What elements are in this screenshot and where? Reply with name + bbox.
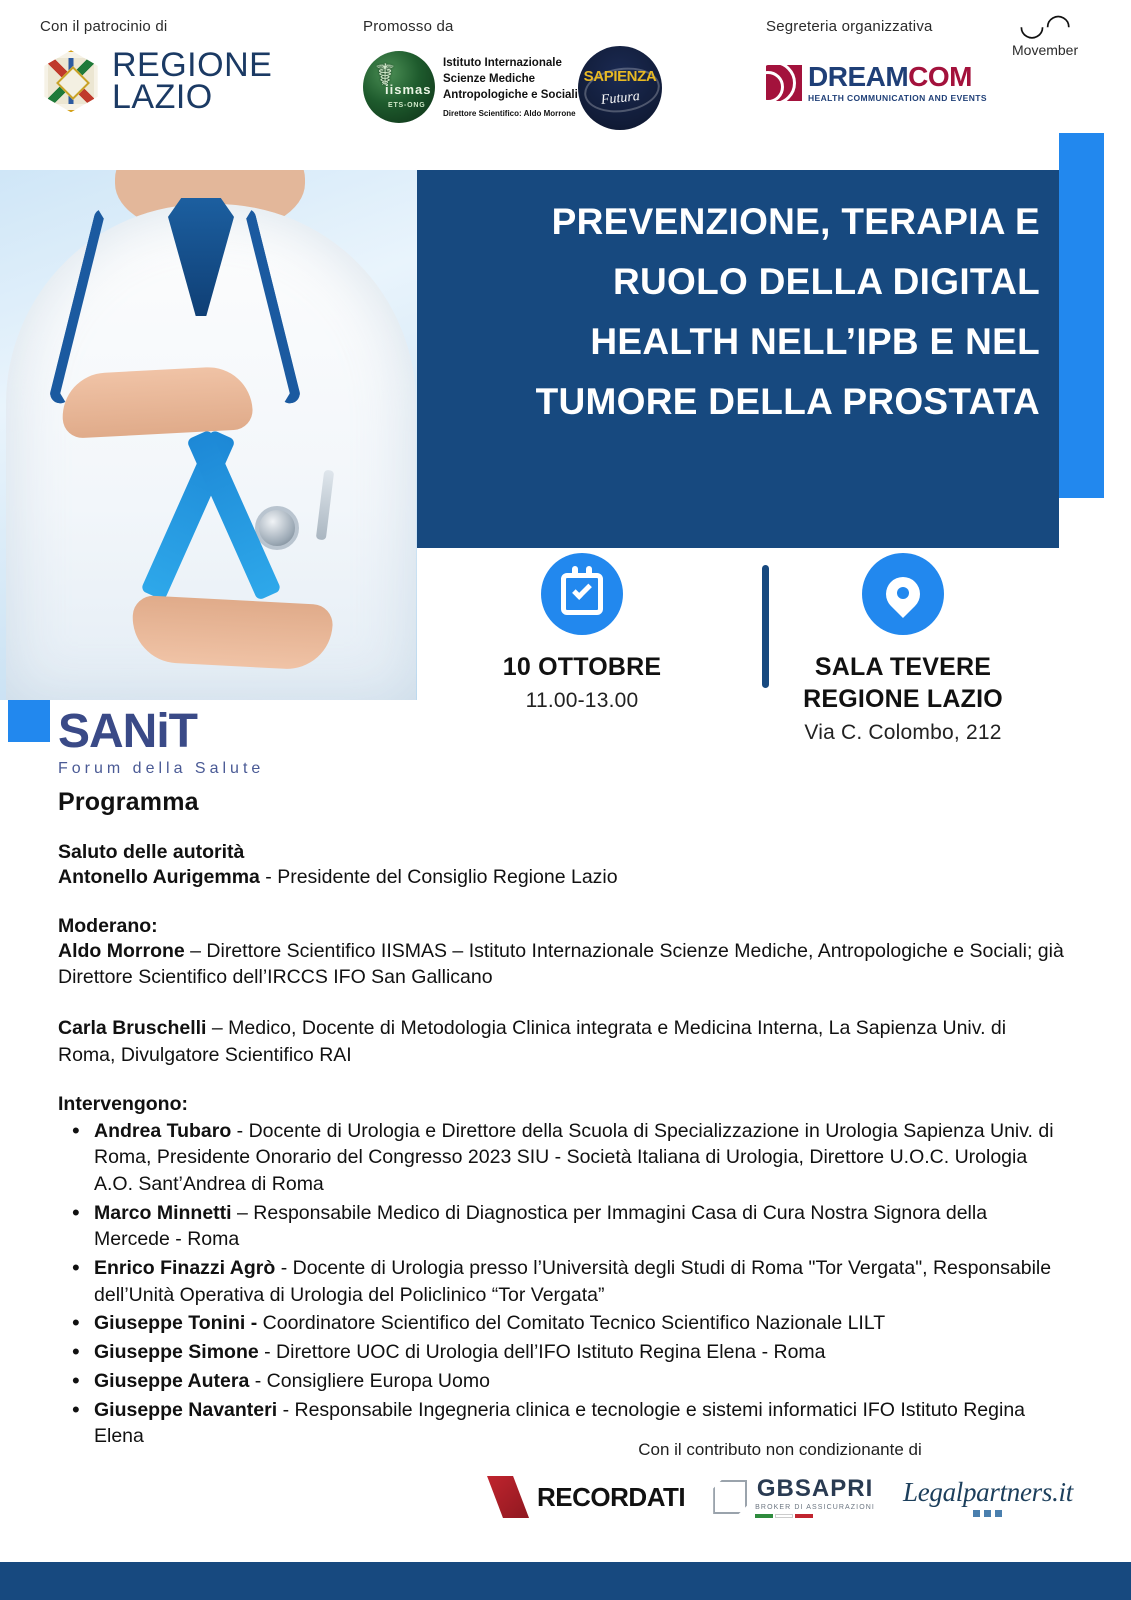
gbsapri-tagline: BROKER DI ASSICURAZIONI	[755, 1503, 875, 1511]
regione-lazio-wordmark	[112, 46, 273, 117]
caduceus-icon: ☤	[375, 59, 396, 92]
regione-lazio-line2: LAZIO	[112, 78, 213, 117]
iismas-line-1: Istituto Internazionale	[443, 56, 562, 69]
speaker-name: Giuseppe Tonini -	[94, 1312, 258, 1335]
logo-group-movember	[1012, 9, 1079, 58]
speaker-role: Coordinatore Scientifico del Comitato Tecnico Scientifico Nazionale LILT	[257, 1312, 886, 1335]
event-venue-address: Via C. Colombo, 212	[804, 721, 1002, 744]
event-date-block	[417, 553, 747, 713]
speaker-name: Marco Minnetti	[94, 1201, 232, 1224]
list-item	[58, 1255, 1068, 1308]
poster-title-line-2: RUOLO DELLA DIGITAL	[612, 260, 1040, 302]
sapienza-wordmark: SAPIENZA	[583, 67, 657, 85]
patronage-caption: Con il patrocinio di	[40, 18, 168, 35]
event-venue-line2: REGIONE LAZIO	[803, 685, 1003, 713]
speaker-name: Enrico Finazzi Agrò	[94, 1257, 276, 1280]
moderators-block	[58, 915, 1068, 991]
poster-title-line-4: TUMORE DELLA PROSTATA	[535, 380, 1040, 422]
regione-lazio-crest-icon	[40, 50, 102, 112]
moderator-name: Aldo Morrone	[58, 939, 185, 962]
poster-title-line-3: HEALTH NELL’IPB E NEL	[590, 320, 1040, 362]
list-item	[58, 1339, 1068, 1366]
iismas-line-2: Scienze Mediche	[443, 73, 536, 86]
greeting-entry	[58, 864, 1068, 891]
list-item	[58, 1200, 1068, 1253]
logo-legalpartners	[903, 1477, 1073, 1517]
list-item	[58, 1310, 1068, 1337]
event-info-strip	[417, 553, 1059, 753]
movember-label: Movember	[1012, 42, 1079, 58]
moderator-name: Carla Bruschelli	[58, 1017, 207, 1040]
greeting-label: Saluto delle autorità	[58, 841, 245, 863]
greeting-block	[58, 841, 1068, 891]
event-time-text: 11.00-13.00	[525, 689, 639, 712]
dreamcom-swoosh-icon	[766, 65, 802, 101]
secretariat-caption: Segreteria organizzativa	[766, 18, 933, 35]
list-item	[58, 1368, 1068, 1395]
greeting-role: - Presidente del Consiglio Regione Lazio	[259, 866, 618, 888]
footer-bar	[0, 1562, 1131, 1600]
hero-banner	[0, 170, 1059, 548]
dreamcom-wordmark	[808, 63, 987, 91]
sanit-logo	[58, 705, 265, 778]
sponsors-section	[480, 1440, 1080, 1518]
logo-group-regione-lazio	[40, 18, 273, 117]
logo-group-sapienza-futura	[578, 46, 662, 130]
moderator-2-block	[58, 1015, 1068, 1068]
speakers-list	[58, 1118, 1068, 1450]
legalpartners-wordmark: Legalpartners.it	[902, 1477, 1073, 1507]
dreamcom-word-part1: DREAM	[808, 61, 909, 92]
doctor-ribbon-photo	[0, 170, 417, 700]
speaker-name: Giuseppe Autera	[94, 1369, 250, 1392]
speakers-block	[58, 1093, 1068, 1450]
partner-logo-bar	[0, 0, 1131, 170]
event-date-text: 10 OTTOBRE	[502, 653, 662, 681]
iismas-mark-text: iismas	[385, 82, 432, 97]
logo-group-iismas	[363, 18, 578, 123]
calendar-check-icon	[541, 553, 623, 635]
poster-title	[440, 192, 1040, 432]
iismas-line-3: Antropologiche e Sociali	[443, 89, 578, 102]
iismas-name-block	[443, 55, 578, 119]
iismas-mark-subtext: ETS-ONG	[388, 102, 426, 109]
speaker-role: - Consigliere Europa Uomo	[249, 1369, 490, 1392]
doctor-hand-lower	[130, 595, 333, 671]
moustache-icon: ◡◠	[1018, 9, 1072, 42]
italian-flag-bars-icon	[755, 1514, 875, 1518]
moderator-role: – Direttore Scientifico IISMAS – Istituto Internazionale Scienze Mediche, Antropologiche e Sociali; già Direttore Scientifico dell’IRCCS IFO San Gallicano	[58, 939, 1064, 989]
speaker-role: - Direttore UOC di Urologia dell’IFO Istituto Regina Elena - Roma	[258, 1341, 826, 1364]
blue-awareness-ribbon-icon	[150, 432, 270, 612]
speaker-role: – Responsabile Medico di Diagnostica per Immagini Casa di Cura Nostra Signora della Mercede - Roma	[94, 1201, 988, 1251]
promoted-by-caption: Promosso da	[363, 18, 454, 35]
recordati-mark-icon	[487, 1476, 529, 1518]
recordati-wordmark: RECORDATI	[537, 1481, 686, 1512]
moderator-entry	[58, 1015, 1068, 1068]
moderators-label: Moderano:	[58, 914, 158, 937]
moderator-role: – Medico, Docente di Metodologia Clinica integrata e Medicina Interna, La Sapienza Univ. di Roma, Divulgatore Scientifico RAI	[58, 1017, 1007, 1066]
speaker-name: Giuseppe Navanteri	[94, 1398, 278, 1421]
logo-gbsapri	[713, 1474, 875, 1518]
speakers-label: Intervengono:	[58, 1092, 188, 1115]
program-heading: Programma	[58, 788, 199, 816]
accent-bar-right	[1059, 133, 1104, 498]
regione-lazio-line1: REGIONE	[112, 46, 273, 84]
event-venue-line1: SALA TEVERE	[814, 653, 992, 681]
sapienza-futura-badge-icon	[578, 46, 662, 130]
sponsors-caption: Con il contributo non condizionante di	[638, 1440, 922, 1459]
dreamcom-word-part2: COM	[908, 61, 972, 92]
legalpartners-dots-icon	[903, 1510, 1073, 1517]
speaker-name: Giuseppe Simone	[94, 1341, 259, 1364]
iismas-director-line: Direttore Scientifico: Aldo Morrone	[443, 108, 576, 118]
sanit-tagline: Forum della Salute	[58, 760, 265, 777]
iismas-globe-icon	[363, 51, 435, 123]
doctor-hand-upper	[60, 365, 253, 439]
event-venue-block	[747, 553, 1059, 745]
event-venue-name	[747, 651, 1059, 715]
greeting-name: Antonello Aurigemma	[58, 866, 260, 888]
map-pin-icon	[862, 553, 944, 635]
list-item	[58, 1118, 1068, 1198]
accent-square-left	[8, 700, 50, 742]
poster-title-line-1: PREVENZIONE, TERAPIA E	[551, 201, 1040, 242]
gbsapri-wordmark: GBSAPRI	[756, 1474, 874, 1502]
dreamcom-tagline: HEALTH COMMUNICATION AND EVENTS	[808, 93, 987, 103]
program-section	[58, 788, 1068, 1450]
speaker-role: - Docente di Urologia e Direttore della Scuola di Specializzazione in Urologia Sapienza Univ. di Roma, Presidente Onorario del Congresso 2023 SIU - Società Italiana di Urologia, Direttore U.O.C. Urologia A.O. Sant’Andrea di Roma	[94, 1119, 1054, 1195]
gbsapri-cube-icon	[713, 1480, 747, 1514]
logo-group-dreamcom	[766, 18, 987, 103]
sanit-wordmark: SANiT	[58, 705, 197, 758]
moderator-entry	[58, 938, 1068, 991]
speaker-name: Andrea Tubaro	[94, 1119, 232, 1142]
speaker-role: - Responsabile Ingegneria clinica e tecnologie e sistemi informatici IFO Istituto Regina Elena	[94, 1398, 1026, 1448]
logo-recordati	[487, 1476, 685, 1518]
speaker-role: - Docente di Urologia presso l’Università degli Studi di Roma "Tor Vergata", Responsabile dell’Unità Operativa di Urologia del Policlinico “Tor Vergata”	[94, 1257, 1052, 1306]
futura-script-text: Futura	[599, 88, 641, 108]
